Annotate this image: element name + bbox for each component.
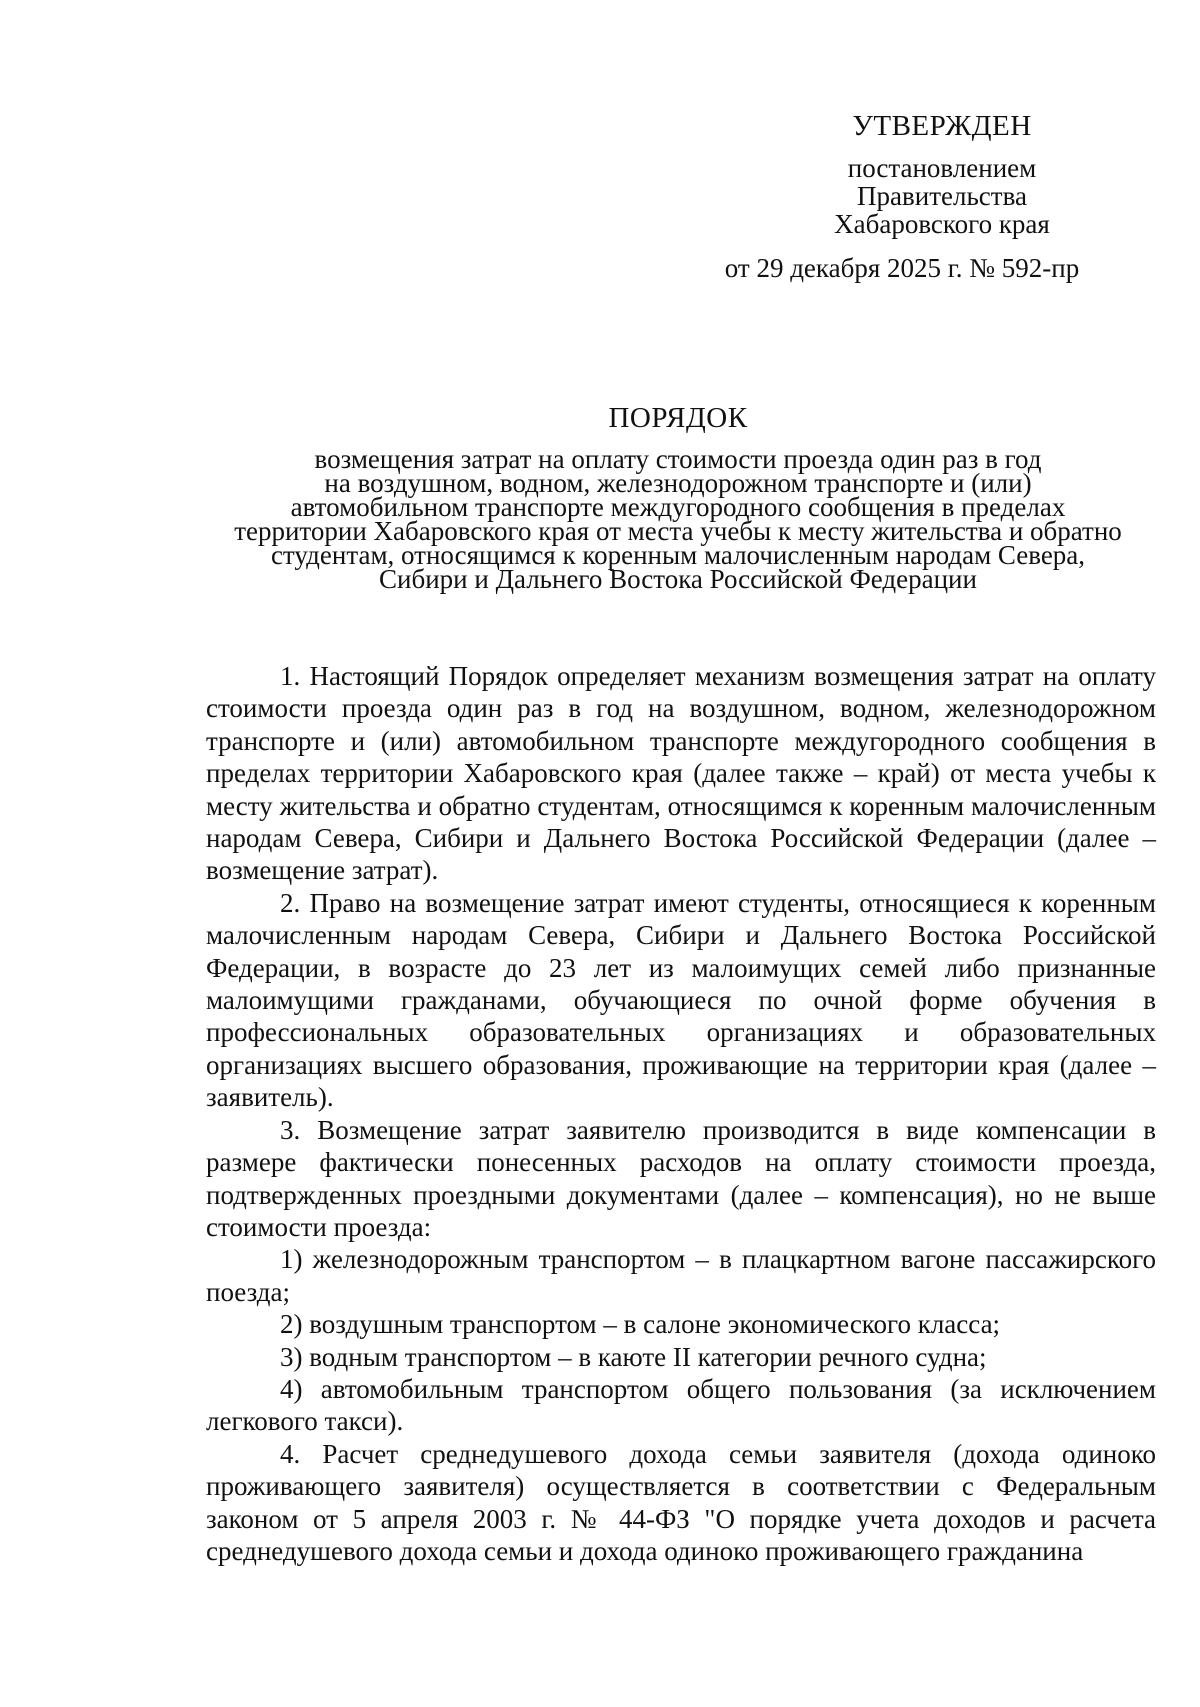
- subtitle-line: автомобильном транспорте междугородного сообщения в пределах: [290, 492, 1066, 522]
- approval-line-3: Хабаровского края: [834, 209, 1050, 239]
- list-item-air: 2) воздушным транспортом – в салоне экономического класса;: [280, 1309, 1001, 1340]
- paragraph-3: 3. Возмещение затрат заявителю производится в виде компенсации в размере фактически понесенных расходов на оплату стоимости проезда, подтвержденных проездными документами (далее – компенсация), но не выше стоимости проезда:: [206, 1114, 1156, 1242]
- subtitle-line: возмещения затрат на оплату стоимости проезда один раз в год: [314, 444, 1042, 474]
- subtitle-line: на воздушном, водном, железнодорожном транспорте и (или): [324, 468, 1032, 498]
- document-title: ПОРЯДОК: [608, 402, 748, 434]
- approval-date-line: от 29 декабря 2025 г. № 592-пр: [724, 253, 1080, 283]
- approval-line-1: постановлением: [847, 153, 1037, 183]
- paragraph-2: 2. Право на возмещение затрат имеют студенты, относящиеся к коренным малочисленным народам Севера, Сибири и Дальнего Востока Российской Федерации, в возрасте до 23 лет из малоимущих семей либо признанные малоимущими гражданами, обучающиеся по очной форме обучения в профессиональных образовательных организациях и образовательных организациях высшего образования, проживающие на территории края (далее – заявитель).: [206, 887, 1156, 1113]
- paragraph-1: 1. Настоящий Порядок определяет механизм возмещения затрат на оплату стоимости проезда один раз в год на воздушном, водном, железнодорожном транспорте и (или) автомобильном транспорте междугородного сообщения в пределах территории Хабаровского края (далее также – край) от места учебы к месту жительства и обратно студентам, относящимся к коренным малочисленным народам Севера, Сибири и Дальнего Востока Российской Федерации (далее – возмещение затрат).: [206, 661, 1156, 886]
- subtitle-line: студентам, относящимся к коренным малочисленным народам Севера,: [270, 540, 1086, 570]
- document-body: [206, 660, 1156, 1567]
- approval-title: УТВЕРЖДЕН: [852, 110, 1032, 142]
- list-item-road: 4) автомобильным транспортом общего пользования (за исключением легкового такси).: [206, 1373, 1156, 1437]
- document-subtitle: [200, 444, 1156, 594]
- subtitle-line: территории Хабаровского края от места учебы к месту жительства и обратно: [234, 516, 1122, 546]
- paragraph-4: 4. Расчет среднедушевого дохода семьи заявителя (дохода одиноко проживающего заявителя) осуществляется в соответствии с Федеральным законом от 5 апреля 2003 г. № 44-ФЗ "О порядке учета доходов и расчета среднедушевого дохода семьи и дохода одиноко проживающего гражданина: [206, 1438, 1156, 1566]
- approval-line-2: Правительства: [857, 181, 1027, 211]
- subtitle-line: Сибири и Дальнего Востока Российской Федерации: [379, 564, 977, 594]
- list-item-railway: 1) железнодорожным транспортом – в плацкартном вагоне пассажирского поезда;: [206, 1244, 1156, 1307]
- approval-block: [724, 110, 1132, 283]
- list-item-water: 3) водным транспортом – в каюте II категории речного судна;: [280, 1341, 987, 1372]
